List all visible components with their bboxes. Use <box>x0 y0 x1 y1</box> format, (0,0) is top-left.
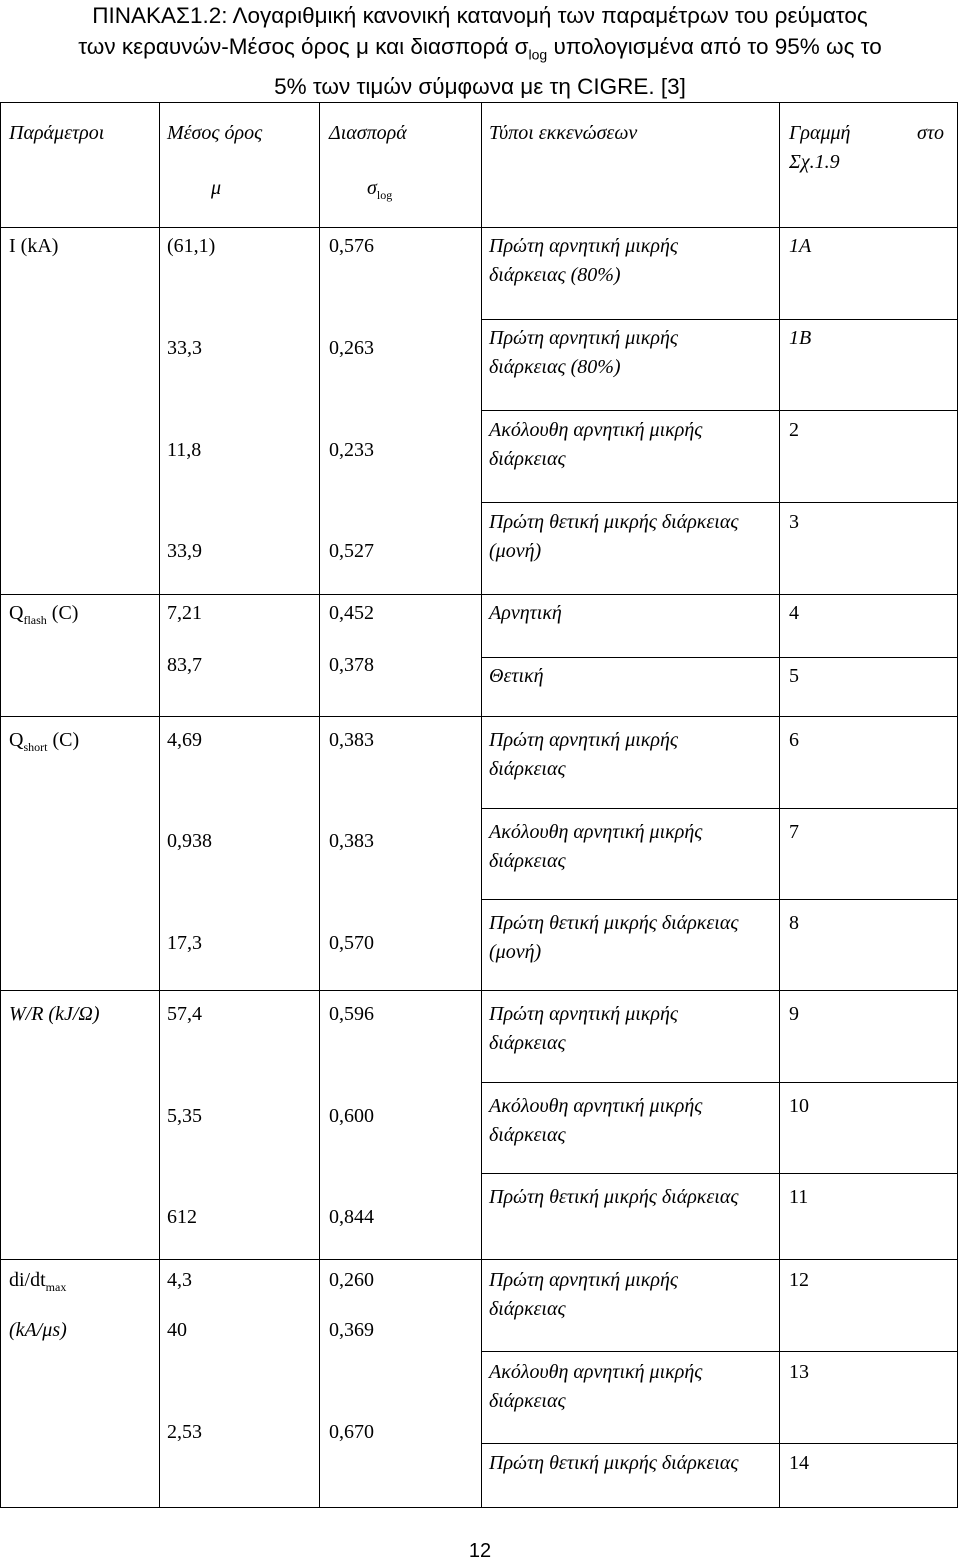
table-caption <box>0 0 960 102</box>
param-q-short <box>9 726 79 762</box>
line-number: 8 <box>789 912 799 934</box>
line-number: 13 <box>789 1361 809 1383</box>
discharge-type-cont: (μονή) <box>489 941 542 963</box>
discharge-type: Πρώτη αρνητική μικρής <box>489 327 679 349</box>
header-line-label: Γραμμή <box>789 122 851 144</box>
discharge-type: Ακόλουθη αρνητική μικρής <box>489 1095 703 1117</box>
deviation-value: 0,369 <box>329 1319 374 1341</box>
param-subscript: max <box>45 1280 67 1294</box>
mean-value: 612 <box>167 1206 197 1228</box>
row-divider <box>481 808 957 809</box>
param-symbol: di/dt <box>9 1269 46 1291</box>
row-divider <box>481 1443 957 1444</box>
group-divider <box>1 990 957 991</box>
discharge-type: Ακόλουθη αρνητική μικρής <box>489 821 703 843</box>
mean-value: 0,938 <box>167 830 212 852</box>
mean-value: 33,3 <box>167 337 202 359</box>
discharge-type: Πρώτη αρνητική μικρής <box>489 235 679 257</box>
mean-value: 40 <box>167 1319 187 1341</box>
row-divider <box>481 1351 957 1352</box>
col-divider-1 <box>159 102 160 1507</box>
mean-value: 4,3 <box>167 1269 192 1291</box>
deviation-value: 0,383 <box>329 830 374 852</box>
param-current: I (kA) <box>9 235 59 257</box>
line-number: 10 <box>789 1095 809 1117</box>
line-number: 11 <box>789 1186 809 1208</box>
param-subscript: short <box>23 740 48 754</box>
group-divider <box>1 716 957 717</box>
param-di-dt <box>9 1266 66 1302</box>
deviation-value: 0,263 <box>329 337 374 359</box>
sigma-symbol: σ <box>367 177 377 199</box>
deviation-value: 0,570 <box>329 932 374 954</box>
col-divider-2 <box>319 102 320 1507</box>
discharge-type: Πρώτη θετική μικρής διάρκειας <box>489 511 739 533</box>
col-divider-3 <box>481 102 482 1507</box>
param-energy: W/R (kJ/Ω) <box>9 1003 100 1025</box>
line-number: 1B <box>789 327 812 349</box>
discharge-type: Πρώτη αρνητική μικρής <box>489 729 679 751</box>
sigma-subscript: log <box>376 188 393 202</box>
line-number: 9 <box>789 1003 799 1025</box>
group-divider <box>1 594 957 595</box>
caption-line-2-sub: log <box>528 46 548 63</box>
caption-line-2-end: υπολογισμένα από το 95% ως το <box>547 34 882 59</box>
row-divider <box>481 657 957 658</box>
page-number: 12 <box>468 1540 492 1562</box>
header-deviation-symbol <box>367 174 392 210</box>
discharge-type: Θετική <box>489 665 544 687</box>
header-line-figure: Σχ.1.9 <box>789 151 840 173</box>
discharge-type-cont: (μονή) <box>489 540 542 562</box>
table-top-border <box>1 102 957 103</box>
discharge-type: Ακόλουθη αρνητική μικρής <box>489 1361 703 1383</box>
caption-line-2 <box>0 31 960 71</box>
discharge-type-cont: διάρκειας <box>489 850 566 872</box>
discharge-type-cont: διάρκειας <box>489 448 566 470</box>
line-number: 2 <box>789 419 799 441</box>
mean-value: 2,53 <box>167 1421 202 1443</box>
deviation-value: 0,576 <box>329 235 374 257</box>
discharge-type-cont: διάρκειας <box>489 1298 566 1320</box>
discharge-type-cont: διάρκειας <box>489 1390 566 1412</box>
discharge-type-cont: διάρκειας <box>489 758 566 780</box>
discharge-type: Πρώτη αρνητική μικρής <box>489 1003 679 1025</box>
discharge-type-cont: διάρκειας (80%) <box>489 264 621 286</box>
discharge-type-cont: διάρκειας <box>489 1032 566 1054</box>
header-deviation: Διασπορά <box>329 122 407 144</box>
deviation-value: 0,844 <box>329 1206 374 1228</box>
row-divider <box>481 1082 957 1083</box>
discharge-type: Πρώτη αρνητική μικρής <box>489 1269 679 1291</box>
mean-value: 5,35 <box>167 1105 202 1127</box>
line-number: 7 <box>789 821 799 843</box>
mean-value: 11,8 <box>167 439 202 461</box>
row-divider <box>481 502 957 503</box>
deviation-value: 0,378 <box>329 654 374 676</box>
parameters-table <box>0 102 958 1508</box>
line-number: 6 <box>789 729 799 751</box>
discharge-type: Ακόλουθη αρνητική μικρής <box>489 419 703 441</box>
group-divider <box>1 1259 957 1260</box>
mean-value: 17,3 <box>167 932 202 954</box>
mean-value: (61,1) <box>167 235 216 257</box>
line-number: 12 <box>789 1269 809 1291</box>
param-subscript: flash <box>23 613 47 627</box>
mean-value: 83,7 <box>167 654 202 676</box>
discharge-type: Πρώτη θετική μικρής διάρκειας <box>489 1186 739 1208</box>
header-line-label-to: στο <box>917 122 945 144</box>
deviation-value: 0,527 <box>329 540 374 562</box>
row-divider <box>481 1173 957 1174</box>
deviation-value: 0,452 <box>329 602 374 624</box>
header-discharge-types: Τύποι εκκενώσεων <box>489 122 638 144</box>
mean-value: 33,9 <box>167 540 202 562</box>
caption-line-1: ΠΙΝΑΚΑΣ1.2: Λογαριθμική κανονική κατανομή των παραμέτρων του ρεύματος <box>92 3 868 28</box>
param-q-flash <box>9 599 78 635</box>
deviation-value: 0,233 <box>329 439 374 461</box>
discharge-type: Αρνητική <box>489 602 562 624</box>
mean-value: 7,21 <box>167 602 202 624</box>
param-symbol: Q <box>9 602 24 624</box>
deviation-value: 0,383 <box>329 729 374 751</box>
deviation-value: 0,600 <box>329 1105 374 1127</box>
param-unit: (C) <box>46 602 79 624</box>
param-di-dt-unit: (kA/μs) <box>9 1319 67 1341</box>
line-number: 4 <box>789 602 799 624</box>
header-parameters: Παράμετροι <box>9 122 105 144</box>
header-mean-symbol: μ <box>211 177 222 199</box>
line-number: 1A <box>789 235 812 257</box>
discharge-type: Πρώτη θετική μικρής διάρκειας <box>489 1452 739 1474</box>
line-number: 5 <box>789 665 799 687</box>
col-divider-4 <box>779 102 780 1507</box>
header-divider <box>1 227 957 228</box>
discharge-type-cont: διάρκειας <box>489 1124 566 1146</box>
caption-line-2-start: των κεραυνών-Μέσος όρος μ και διασπορά σ <box>78 34 529 59</box>
line-number: 14 <box>789 1452 809 1474</box>
param-unit: (C) <box>47 729 80 751</box>
caption-line-3: 5% των τιμών σύμφωνα με τη CIGRE. [3] <box>274 73 686 99</box>
header-mean: Μέσος όρος <box>167 122 263 144</box>
row-divider <box>481 410 957 411</box>
mean-value: 57,4 <box>167 1003 202 1025</box>
discharge-type: Πρώτη θετική μικρής διάρκειας <box>489 912 739 934</box>
discharge-type-cont: διάρκειας (80%) <box>489 356 621 378</box>
mean-value: 4,69 <box>167 729 202 751</box>
deviation-value: 0,596 <box>329 1003 374 1025</box>
deviation-value: 0,670 <box>329 1421 374 1443</box>
deviation-value: 0,260 <box>329 1269 374 1291</box>
param-symbol: Q <box>9 729 24 751</box>
line-number: 3 <box>789 511 799 533</box>
row-divider <box>481 319 957 320</box>
row-divider <box>481 899 957 900</box>
